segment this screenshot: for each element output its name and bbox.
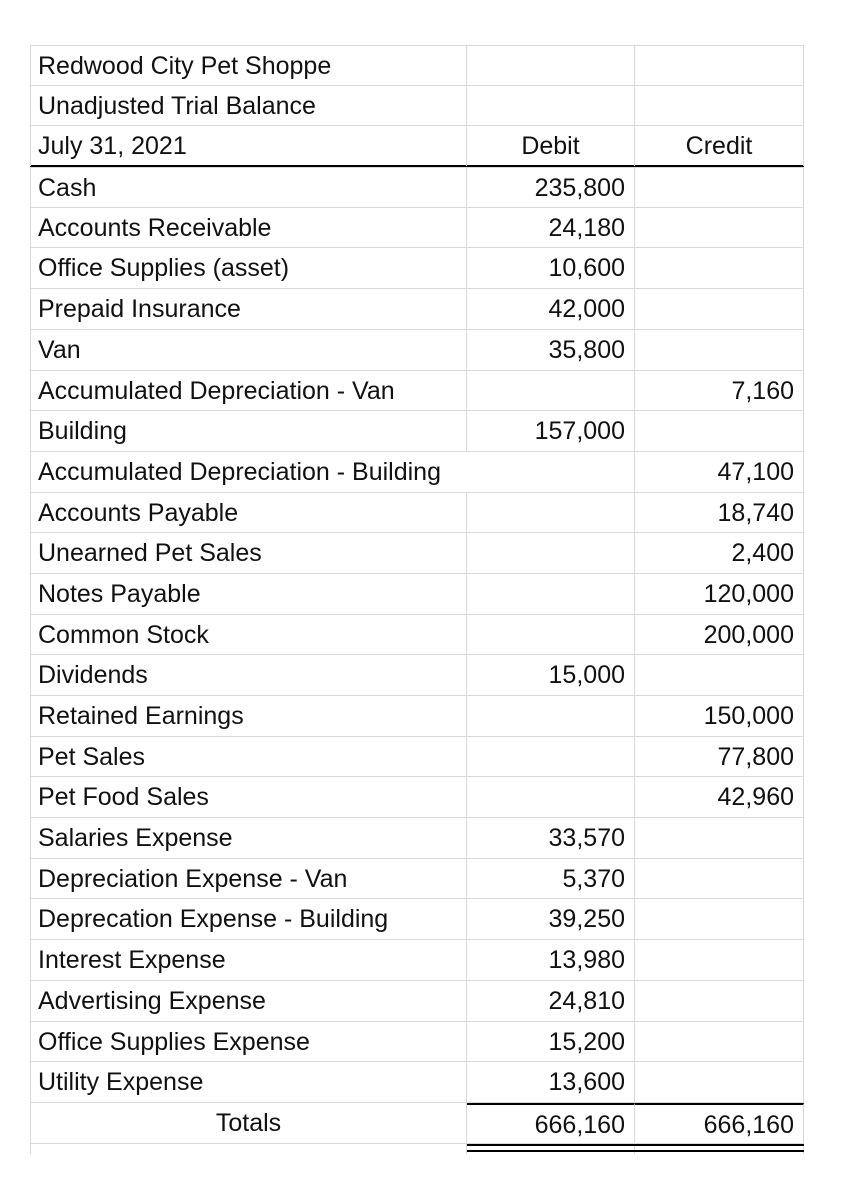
header-row-company bbox=[30, 45, 804, 86]
debit-amount[interactable] bbox=[467, 452, 635, 492]
credit-amount[interactable]: 77,800 bbox=[635, 737, 804, 777]
account-name[interactable]: Van bbox=[30, 330, 467, 370]
account-row bbox=[30, 615, 804, 656]
debit-amount[interactable]: 39,250 bbox=[467, 899, 635, 939]
debit-amount[interactable]: 157,000 bbox=[467, 411, 635, 451]
credit-amount[interactable]: 42,960 bbox=[635, 777, 804, 817]
account-row bbox=[30, 940, 804, 981]
empty-cell bbox=[30, 1144, 467, 1154]
debit-amount[interactable]: 5,370 bbox=[467, 859, 635, 899]
account-row bbox=[30, 696, 804, 737]
account-row bbox=[30, 1062, 804, 1103]
credit-amount[interactable] bbox=[635, 655, 804, 695]
debit-amount[interactable] bbox=[467, 777, 635, 817]
debit-amount[interactable] bbox=[467, 737, 635, 777]
empty-cell[interactable] bbox=[467, 46, 635, 86]
credit-amount[interactable]: 7,160 bbox=[635, 371, 804, 411]
debit-amount[interactable] bbox=[467, 371, 635, 411]
account-row bbox=[30, 574, 804, 615]
debit-amount[interactable] bbox=[467, 493, 635, 533]
credit-amount[interactable] bbox=[635, 208, 804, 248]
credit-amount[interactable]: 18,740 bbox=[635, 493, 804, 533]
total-credit[interactable]: 666,160 bbox=[635, 1103, 804, 1145]
account-name[interactable]: Cash bbox=[30, 168, 467, 208]
account-name[interactable]: Building bbox=[30, 411, 467, 451]
debit-amount[interactable]: 15,200 bbox=[467, 1022, 635, 1062]
credit-amount[interactable] bbox=[635, 1022, 804, 1062]
credit-amount[interactable] bbox=[635, 289, 804, 329]
report-date[interactable]: July 31, 2021 bbox=[30, 126, 467, 166]
account-row bbox=[30, 859, 804, 900]
account-row bbox=[30, 777, 804, 818]
totals-label[interactable]: Totals bbox=[30, 1103, 467, 1145]
account-name[interactable]: Accounts Payable bbox=[30, 493, 467, 533]
credit-amount[interactable] bbox=[635, 899, 804, 939]
account-name[interactable]: Notes Payable bbox=[30, 574, 467, 614]
credit-amount[interactable] bbox=[635, 248, 804, 288]
debit-amount[interactable] bbox=[467, 574, 635, 614]
empty-cell[interactable] bbox=[635, 86, 804, 126]
debit-amount[interactable]: 10,600 bbox=[467, 248, 635, 288]
account-name[interactable]: Depreciation Expense - Van bbox=[30, 859, 467, 899]
account-name[interactable]: Pet Food Sales bbox=[30, 777, 467, 817]
credit-amount[interactable] bbox=[635, 818, 804, 858]
account-name[interactable]: Deprecation Expense - Building bbox=[30, 899, 467, 939]
debit-amount[interactable]: 42,000 bbox=[467, 289, 635, 329]
total-debit[interactable]: 666,160 bbox=[467, 1103, 635, 1145]
report-title[interactable]: Unadjusted Trial Balance bbox=[30, 86, 467, 126]
account-name[interactable]: Office Supplies Expense bbox=[30, 1022, 467, 1062]
debit-amount[interactable]: 13,980 bbox=[467, 940, 635, 980]
account-name[interactable]: Unearned Pet Sales bbox=[30, 533, 467, 573]
debit-column-header[interactable]: Debit bbox=[467, 126, 635, 166]
credit-amount[interactable] bbox=[635, 411, 804, 451]
account-name[interactable]: Retained Earnings bbox=[30, 696, 467, 736]
account-row bbox=[30, 533, 804, 574]
account-name[interactable]: Dividends bbox=[30, 655, 467, 695]
trial-balance-sheet bbox=[30, 45, 804, 1154]
credit-amount[interactable] bbox=[635, 981, 804, 1021]
credit-amount[interactable] bbox=[635, 940, 804, 980]
header-row-date bbox=[30, 126, 804, 167]
account-row bbox=[30, 167, 804, 208]
credit-amount[interactable]: 150,000 bbox=[635, 696, 804, 736]
debit-amount[interactable]: 35,800 bbox=[467, 330, 635, 370]
account-row bbox=[30, 981, 804, 1022]
debit-amount[interactable] bbox=[467, 696, 635, 736]
account-row bbox=[30, 818, 804, 859]
account-row bbox=[30, 452, 804, 493]
empty-cell[interactable] bbox=[635, 46, 804, 86]
debit-amount[interactable] bbox=[467, 615, 635, 655]
account-name[interactable]: Accumulated Depreciation - Van bbox=[30, 371, 467, 411]
account-name[interactable]: Advertising Expense bbox=[30, 981, 467, 1021]
account-row bbox=[30, 1022, 804, 1063]
debit-amount[interactable]: 24,810 bbox=[467, 981, 635, 1021]
account-row bbox=[30, 371, 804, 412]
debit-amount[interactable]: 235,800 bbox=[467, 168, 635, 208]
credit-amount[interactable]: 2,400 bbox=[635, 533, 804, 573]
account-name[interactable]: Accumulated Depreciation - Building bbox=[30, 452, 467, 492]
account-name[interactable]: Interest Expense bbox=[30, 940, 467, 980]
credit-amount[interactable]: 200,000 bbox=[635, 615, 804, 655]
account-row bbox=[30, 208, 804, 249]
account-row bbox=[30, 411, 804, 452]
credit-amount[interactable] bbox=[635, 168, 804, 208]
account-name[interactable]: Office Supplies (asset) bbox=[30, 248, 467, 288]
account-row bbox=[30, 289, 804, 330]
account-row bbox=[30, 248, 804, 289]
credit-column-header[interactable]: Credit bbox=[635, 126, 804, 166]
double-underline bbox=[467, 1144, 804, 1152]
debit-amount[interactable]: 24,180 bbox=[467, 208, 635, 248]
empty-cell[interactable] bbox=[467, 86, 635, 126]
account-name[interactable]: Prepaid Insurance bbox=[30, 289, 467, 329]
debit-amount[interactable]: 33,570 bbox=[467, 818, 635, 858]
account-rows bbox=[30, 167, 804, 1103]
account-row bbox=[30, 330, 804, 371]
account-name[interactable]: Utility Expense bbox=[30, 1062, 467, 1102]
credit-amount[interactable] bbox=[635, 1062, 804, 1102]
debit-amount[interactable]: 13,600 bbox=[467, 1062, 635, 1102]
debit-amount[interactable]: 15,000 bbox=[467, 655, 635, 695]
account-name[interactable]: Salaries Expense bbox=[30, 818, 467, 858]
account-name[interactable]: Common Stock bbox=[30, 615, 467, 655]
debit-amount[interactable] bbox=[467, 533, 635, 573]
account-name[interactable]: Pet Sales bbox=[30, 737, 467, 777]
account-row bbox=[30, 737, 804, 778]
credit-amount[interactable]: 120,000 bbox=[635, 574, 804, 614]
company-name[interactable]: Redwood City Pet Shoppe bbox=[30, 46, 467, 86]
account-name[interactable]: Accounts Receivable bbox=[30, 208, 467, 248]
credit-amount[interactable] bbox=[635, 859, 804, 899]
account-row bbox=[30, 899, 804, 940]
totals-row bbox=[30, 1103, 804, 1144]
account-row bbox=[30, 493, 804, 534]
account-row bbox=[30, 655, 804, 696]
header-row-title bbox=[30, 86, 804, 127]
credit-amount[interactable] bbox=[635, 330, 804, 370]
credit-amount[interactable]: 47,100 bbox=[635, 452, 804, 492]
